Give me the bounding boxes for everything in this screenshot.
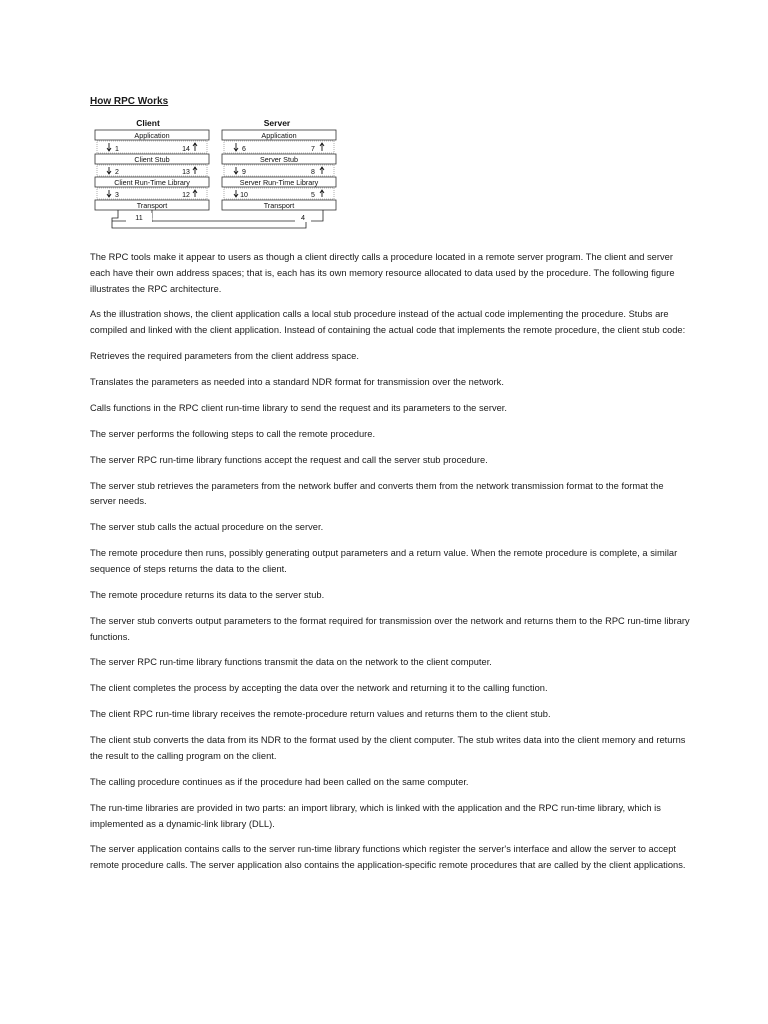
server-step-up-label: 8 — [311, 169, 315, 176]
client-layer-label: Application — [134, 131, 170, 140]
paragraph: The client completes the process by accepting the data over the network and returning it to the calling function. — [90, 683, 548, 694]
server-layer-label: Server Run-Time Library — [239, 178, 319, 187]
server-step-band — [224, 165, 334, 176]
client-step-down-label: 2 — [115, 169, 119, 176]
paragraph: The server stub converts output parameters to the format required for transmission over the network and returns them to the RPC run-time library functions. — [90, 615, 690, 642]
client-step-up-label: 13 — [182, 169, 190, 176]
client-layer-label: Client Run-Time Library — [114, 178, 190, 187]
paragraph: The client RPC run-time library receives the remote-procedure return values and returns them to the client stub. — [90, 709, 551, 720]
paragraph: Translates the parameters as needed into a standard NDR format for transmission over the network. — [90, 377, 504, 388]
rpc-architecture-figure — [90, 118, 340, 238]
server-step-up-label: 5 — [311, 192, 315, 199]
paragraph: As the illustration shows, the client application calls a local stub procedure instead of the actual code implementing the procedure. Stubs are compiled and linked with the client application. Instead of containing the actual code that implements the remote procedure, the client stub code: — [90, 309, 686, 336]
paragraph: The remote procedure returns its data to the server stub. — [90, 589, 325, 600]
client-step-up-label: 14 — [182, 146, 190, 153]
document-body — [90, 250, 690, 884]
paragraph: The server stub retrieves the parameters from the network buffer and converts them from the network transmission format to the format the server needs. — [90, 480, 664, 507]
document-title: How RPC Works — [90, 96, 169, 107]
client-step-band — [97, 165, 207, 176]
network-left-label: 11 — [135, 213, 143, 222]
paragraph: The RPC tools make it appear to users as though a client directly calls a procedure located in a remote server program. The client and server each have their own address spaces; that is, each has its own memory resource allocated to data used by the procedure. The following figure illustrates the RPC architecture. — [90, 252, 675, 294]
client-header: Client — [136, 118, 160, 128]
paragraph: The remote procedure then runs, possibly generating output parameters and a return value. When the remote procedure is complete, a similar sequence of steps returns the data to the client. — [90, 548, 678, 574]
server-layer-label: Server Stub — [260, 155, 298, 164]
paragraph: The server RPC run-time library functions accept the request and call the server stub procedure. — [90, 454, 488, 465]
server-step-down-label: 9 — [242, 169, 246, 176]
paragraph: Calls functions in the RPC client run-time library to send the request and its parameters to the server. — [90, 402, 508, 413]
client-layer-label: Client Stub — [134, 155, 170, 164]
server-layer-label: Transport — [263, 201, 295, 210]
server-step-down-label: 6 — [242, 146, 246, 153]
paragraph: The client stub converts the data from its NDR to the format used by the client computer. The stub writes data into the client memory and returns the result to the calling program on the client. — [90, 735, 686, 761]
paragraph: The run-time libraries are provided in two parts: an import library, which is linked with the application and the RPC run-time library, which is implemented as a dynamic-link library (DLL). — [90, 802, 661, 829]
server-header: Server — [263, 118, 291, 128]
paragraph: The server application contains calls to the server run-time library functions which register the server's interface and allow the server to accept remote procedure calls. The server application also contains the application-specific remote procedures that are called by the client applications. — [90, 844, 686, 871]
server-layer-label: Application — [261, 131, 297, 140]
rpc-diagram — [90, 118, 340, 238]
client-step-band — [97, 141, 207, 153]
paragraph: Retrieves the required parameters from the client address space. — [90, 351, 359, 362]
client-step-band — [97, 188, 207, 199]
paragraph: The server stub calls the actual procedure on the server. — [90, 522, 324, 533]
client-step-up-label: 12 — [182, 192, 190, 199]
paragraph: The calling procedure continues as if the procedure had been called on the same computer. — [90, 776, 469, 787]
client-layer-label: Transport — [136, 201, 168, 210]
server-step-up-label: 7 — [311, 146, 315, 153]
server-step-down-label: 10 — [240, 192, 248, 199]
network-right-label: 4 — [301, 213, 305, 222]
client-step-down-label: 3 — [115, 192, 119, 199]
client-step-down-label: 1 — [115, 146, 119, 153]
paragraph: The server performs the following steps to call the remote procedure. — [90, 428, 376, 439]
server-step-band — [224, 141, 334, 153]
paragraph: The server RPC run-time library functions transmit the data on the network to the client computer. — [90, 657, 492, 668]
